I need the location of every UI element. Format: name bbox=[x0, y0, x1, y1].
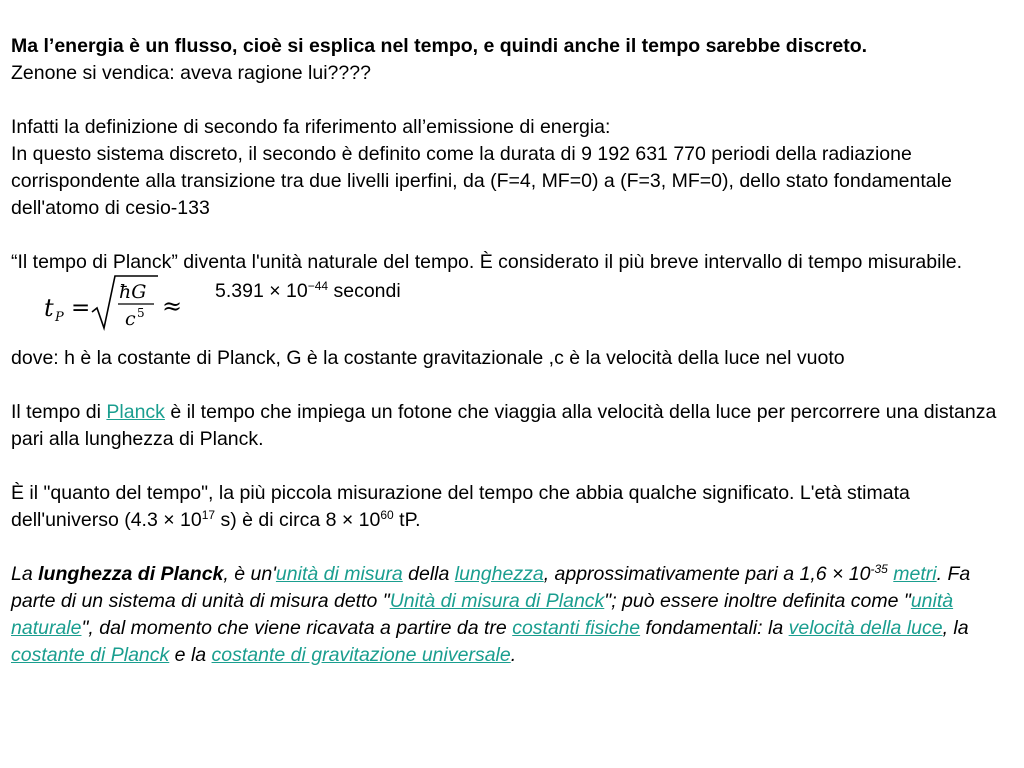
p6-text1: È il "quanto del tempo", la più piccola misurazione del tempo che abbia qualche significato. L'età stimata dell'universo (4.3 × 10 bbox=[11, 482, 910, 531]
formula-denominator: c bbox=[125, 308, 136, 330]
link-unita-di-misura-di-planck[interactable]: Unità di misura di Planck bbox=[389, 590, 605, 612]
paragraph-second-definition bbox=[11, 114, 1016, 222]
value-unit: secondi bbox=[328, 280, 401, 302]
link-metri[interactable]: metri bbox=[893, 563, 937, 585]
formula-lhs-sub: P bbox=[55, 310, 64, 325]
planck-time-value bbox=[215, 278, 401, 305]
link-costante-di-gravitazione-universale[interactable]: costante di gravitazione universale bbox=[211, 644, 511, 666]
formula-numerator: ħG bbox=[119, 281, 147, 303]
p7-s7: "; può essere inoltre definita come " bbox=[604, 590, 911, 612]
paragraph-intro bbox=[11, 33, 1016, 87]
link-unita-di-misura[interactable]: unità di misura bbox=[275, 563, 403, 585]
definition-intro: Infatti la definizione di secondo fa riferimento all’emissione di energia: bbox=[11, 116, 611, 138]
p7-s9: fondamentali: la bbox=[640, 617, 789, 639]
p7-s10: , la bbox=[942, 617, 969, 639]
formula-row bbox=[11, 278, 1016, 338]
p7-s2: , è un' bbox=[223, 563, 276, 585]
p7-exponent: -35 bbox=[870, 562, 888, 576]
formula-approx: ≈ bbox=[162, 292, 183, 320]
link-lunghezza[interactable]: lunghezza bbox=[454, 563, 544, 585]
slide-content bbox=[11, 33, 1016, 669]
paragraph-planck-photon bbox=[11, 399, 1016, 453]
paragraph-time-quantum bbox=[11, 480, 1016, 534]
p5-before: Il tempo di bbox=[11, 401, 107, 423]
intro-line2: Zenone si vendica: aveva ragione lui???? bbox=[11, 62, 371, 84]
link-velocita-della-luce[interactable]: velocità della luce bbox=[788, 617, 943, 639]
p7-s8: ", dal momento che viene ricavata a partire da tre bbox=[81, 617, 513, 639]
definition-text: In questo sistema discreto, il secondo è definito come la durata di 9 192 631 770 periodi della radiazione corrispondente alla transizione tra due livelli iperfini, da (F=4, MF=0) a (F=3, MF=0), dello stato fondamentale dell'atomo di cesio-133 bbox=[11, 143, 952, 219]
planck-time-formula bbox=[41, 270, 201, 334]
paragraph-planck-length bbox=[11, 561, 1016, 669]
p6-text3: tP. bbox=[393, 509, 421, 531]
p6-exponent2: 60 bbox=[380, 508, 394, 522]
formula-lhs: t bbox=[44, 294, 54, 322]
p7-s4: , approssimativamente pari a 1,6 × 10 bbox=[543, 563, 871, 585]
p7-s3: della bbox=[402, 563, 455, 585]
link-unita-naturale[interactable]: unità naturale bbox=[11, 590, 954, 639]
p5-after: è il tempo che impiega un fotone che viaggia alla velocità della luce per percorrere una distanza pari alla lunghezza di Planck. bbox=[11, 401, 997, 450]
link-costante-di-planck[interactable]: costante di Planck bbox=[11, 644, 170, 666]
intro-bold: Ma l’energia è un flusso, cioè si esplica nel tempo, e quindi anche il tempo sarebbe discreto. bbox=[11, 35, 868, 57]
link-costanti-fisiche[interactable]: costanti fisiche bbox=[512, 617, 641, 639]
value-exponent: −44 bbox=[307, 279, 329, 293]
planck-length-term: lunghezza di Planck bbox=[38, 563, 224, 585]
p7-s12: . bbox=[510, 644, 517, 666]
formula-denominator-exp: 5 bbox=[137, 306, 145, 320]
paragraph-dove: dove: h è la costante di Planck, G è la costante gravitazionale ,c è la velocità della luce nel vuoto bbox=[11, 347, 845, 369]
planck-link[interactable]: Planck bbox=[106, 401, 165, 423]
paragraph-planck-time: “Il tempo di Planck” diventa l'unità naturale del tempo. È considerato il più breve intervallo di tempo misurabile. bbox=[11, 251, 963, 273]
p7-s6: . Fa parte di un sistema di unità di misura detto " bbox=[11, 563, 971, 612]
formula-equals: = bbox=[71, 295, 91, 321]
value-prefix: 5.391 × 10 bbox=[215, 280, 308, 302]
p7-s1: La bbox=[11, 563, 39, 585]
p6-exponent1: 17 bbox=[201, 508, 216, 522]
p6-text2: s) è di circa 8 × 10 bbox=[215, 509, 381, 531]
p7-s11: e la bbox=[169, 644, 212, 666]
